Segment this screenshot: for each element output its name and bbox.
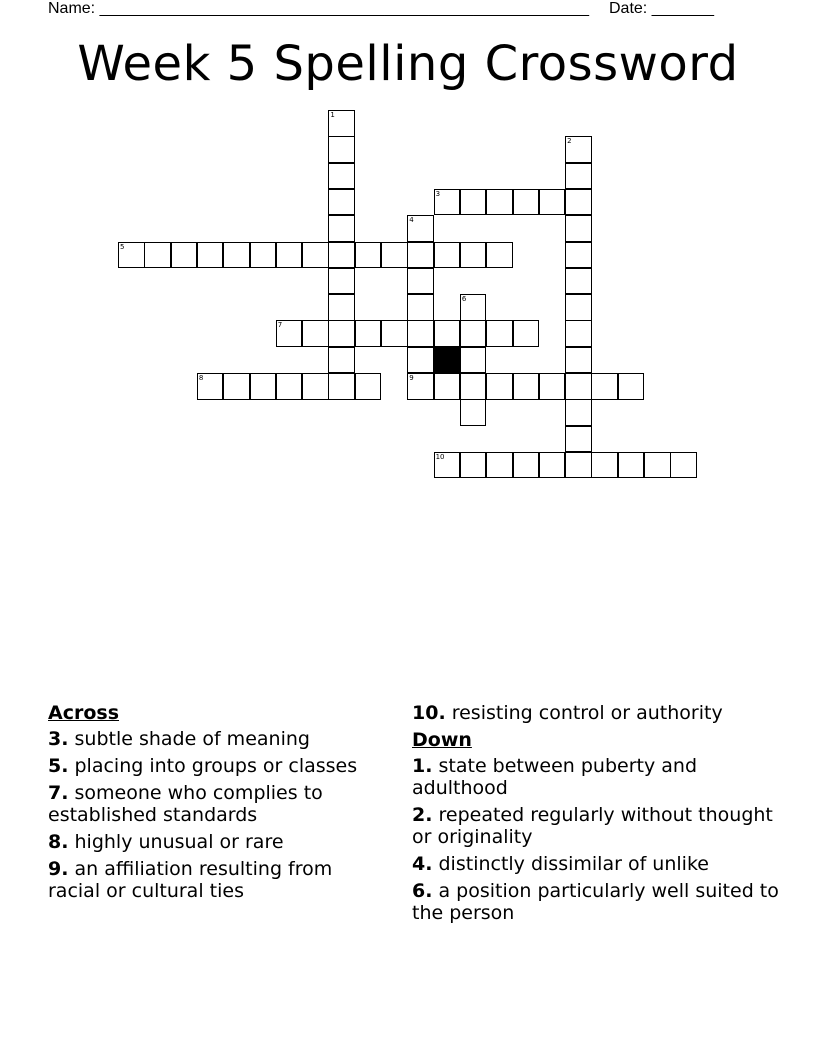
cell-number: 5	[120, 242, 125, 251]
crossword-cell[interactable]	[513, 452, 540, 479]
crossword-cell[interactable]	[565, 399, 592, 426]
clue-number: 1.	[412, 755, 433, 777]
crossword-cell[interactable]	[407, 320, 434, 347]
crossword-cell[interactable]	[328, 268, 355, 295]
crossword-cell[interactable]	[407, 347, 434, 374]
cell-number: 3	[435, 189, 441, 198]
down-heading: Down	[412, 729, 472, 751]
crossword-cell[interactable]	[618, 452, 645, 479]
clue-text: placing into groups or classes	[74, 755, 358, 777]
crossword-cell[interactable]	[328, 242, 355, 269]
crossword-cell[interactable]	[407, 242, 434, 269]
crossword-cell[interactable]	[276, 373, 303, 400]
header-line	[48, 0, 714, 18]
clue-down-4	[412, 853, 782, 875]
crossword-cell[interactable]	[513, 189, 540, 216]
crossword-cell[interactable]	[565, 189, 592, 216]
cell-number: 4	[409, 216, 414, 225]
crossword-cell[interactable]	[539, 373, 566, 400]
crossword-cell[interactable]	[407, 268, 434, 295]
clue-number: 9.	[48, 858, 69, 880]
crossword-cell[interactable]	[328, 320, 355, 347]
crossword-cell[interactable]	[355, 373, 382, 400]
crossword-cell[interactable]	[670, 452, 697, 479]
page-title: Week 5 Spelling Crossword	[77, 36, 739, 92]
clue-text: resisting control or authority	[451, 702, 723, 724]
crossword-cell[interactable]	[434, 373, 461, 400]
clue-down-2	[412, 804, 782, 848]
clue-number: 2.	[412, 804, 433, 826]
crossword-cell[interactable]	[328, 110, 355, 137]
crossword-cell[interactable]	[302, 320, 329, 347]
crossword-cell[interactable]	[486, 452, 513, 479]
clue-text: highly unusual or rare	[74, 831, 284, 853]
crossword-cell[interactable]	[539, 452, 566, 479]
crossword-cell[interactable]	[591, 373, 618, 400]
clue-down-1	[412, 755, 782, 799]
crossword-cell[interactable]	[486, 242, 513, 269]
crossword-cell[interactable]	[197, 373, 224, 400]
clue-text: someone who complies to established standards	[48, 782, 323, 826]
crossword-cell[interactable]	[460, 242, 487, 269]
crossword-cell[interactable]	[381, 320, 408, 347]
clue-number: 8.	[48, 831, 69, 853]
clue-text: an affiliation resulting from racial or cultural ties	[48, 858, 333, 902]
crossword-cell[interactable]	[328, 189, 355, 216]
clue-across-8	[48, 831, 383, 853]
crossword-cell[interactable]	[407, 294, 434, 321]
crossword-cell[interactable]	[644, 452, 671, 479]
crossword-cell[interactable]	[565, 426, 592, 453]
crossword-cell[interactable]	[355, 242, 382, 269]
clue-text: a position particularly well suited to the person	[412, 880, 779, 924]
clue-number: 4.	[412, 853, 433, 875]
crossword-cell[interactable]	[118, 242, 145, 269]
cell-number: 2	[567, 137, 572, 146]
clue-text: state between puberty and adulthood	[412, 755, 698, 799]
crossword-cell[interactable]	[460, 399, 487, 426]
crossword-cell[interactable]	[565, 373, 592, 400]
crossword-cell[interactable]	[486, 320, 513, 347]
clue-number: 7.	[48, 782, 69, 804]
crossword-cell[interactable]	[328, 215, 355, 242]
clue-text: repeated regularly without thought or originality	[412, 804, 773, 848]
crossword-cell[interactable]	[565, 136, 592, 163]
cell-number: 7	[277, 321, 283, 330]
crossword-cell[interactable]	[513, 373, 540, 400]
crossword-cell[interactable]	[565, 320, 592, 347]
crossword-cell[interactable]	[355, 320, 382, 347]
crossword-cell[interactable]	[434, 189, 461, 216]
crossword-cell[interactable]	[460, 373, 487, 400]
crossword-cell[interactable]	[539, 189, 566, 216]
across-heading: Across	[48, 702, 120, 724]
clues-left-column	[48, 702, 383, 907]
crossword-cell[interactable]	[565, 163, 592, 190]
name-blank[interactable]: _______________________________________________________	[99, 0, 589, 17]
clue-across-5	[48, 755, 383, 777]
crossword-cell[interactable]	[276, 320, 303, 347]
crossword-cell[interactable]	[328, 294, 355, 321]
crossword-cell[interactable]	[328, 373, 355, 400]
clue-across-9	[48, 858, 383, 902]
crossword-cell[interactable]	[565, 347, 592, 374]
clue-down-6	[412, 880, 782, 924]
crossword-cell[interactable]	[434, 242, 461, 269]
crossword-cell[interactable]	[276, 242, 303, 269]
clues-right-column	[412, 702, 782, 929]
name-label: Name:	[48, 0, 100, 17]
cell-number: 9	[409, 374, 414, 382]
crossword-cell[interactable]	[144, 242, 171, 269]
clue-number: 3.	[48, 728, 69, 750]
crossword-cell[interactable]	[250, 242, 277, 269]
crossword-cell[interactable]	[565, 242, 592, 269]
cell-number: 10	[435, 452, 445, 461]
clue-across-7	[48, 782, 383, 826]
crossword-cell[interactable]	[460, 189, 487, 216]
black-cell	[434, 347, 461, 374]
clue-number: 6.	[412, 880, 433, 902]
clue-across-3	[48, 728, 383, 750]
crossword-cell[interactable]	[328, 136, 355, 163]
crossword-cell[interactable]	[328, 347, 355, 374]
crossword-cell[interactable]	[302, 242, 329, 269]
crossword-cell[interactable]	[513, 320, 540, 347]
crossword-cell[interactable]	[407, 373, 434, 400]
crossword-cell[interactable]	[460, 294, 487, 321]
crossword-cell[interactable]	[328, 163, 355, 190]
clue-text: distinctly dissimilar of unlike	[438, 853, 709, 875]
crossword-cell[interactable]	[434, 320, 461, 347]
clue-number: 10.	[412, 702, 446, 724]
cell-number: 8	[198, 374, 204, 382]
crossword-cell[interactable]	[171, 242, 198, 269]
crossword-cell[interactable]	[197, 242, 224, 269]
crossword-cell[interactable]	[565, 294, 592, 321]
crossword-cell[interactable]	[434, 452, 461, 479]
clue-across-10	[412, 702, 782, 724]
crossword-cell[interactable]	[618, 373, 645, 400]
crossword-cell[interactable]	[460, 320, 487, 347]
crossword-cell[interactable]	[223, 373, 250, 400]
cell-number: 6	[461, 295, 467, 304]
crossword-cell[interactable]	[407, 215, 434, 242]
crossword-cell[interactable]	[460, 347, 487, 374]
crossword-cell[interactable]	[565, 452, 592, 479]
crossword-cell[interactable]	[223, 242, 250, 269]
cell-number: 1	[330, 111, 335, 119]
date-label: Date:	[609, 0, 652, 17]
crossword-cell[interactable]	[460, 452, 487, 479]
crossword-cell[interactable]	[381, 242, 408, 269]
crossword-cell[interactable]	[565, 215, 592, 242]
crossword-cell[interactable]	[591, 452, 618, 479]
crossword-cell[interactable]	[250, 373, 277, 400]
crossword-cell[interactable]	[486, 373, 513, 400]
crossword-cell[interactable]	[565, 268, 592, 295]
clue-text: subtle shade of meaning	[74, 728, 310, 750]
date-blank[interactable]: _______	[651, 0, 714, 17]
clue-number: 5.	[48, 755, 69, 777]
crossword-cell[interactable]	[302, 373, 329, 400]
crossword-cell[interactable]	[486, 189, 513, 216]
